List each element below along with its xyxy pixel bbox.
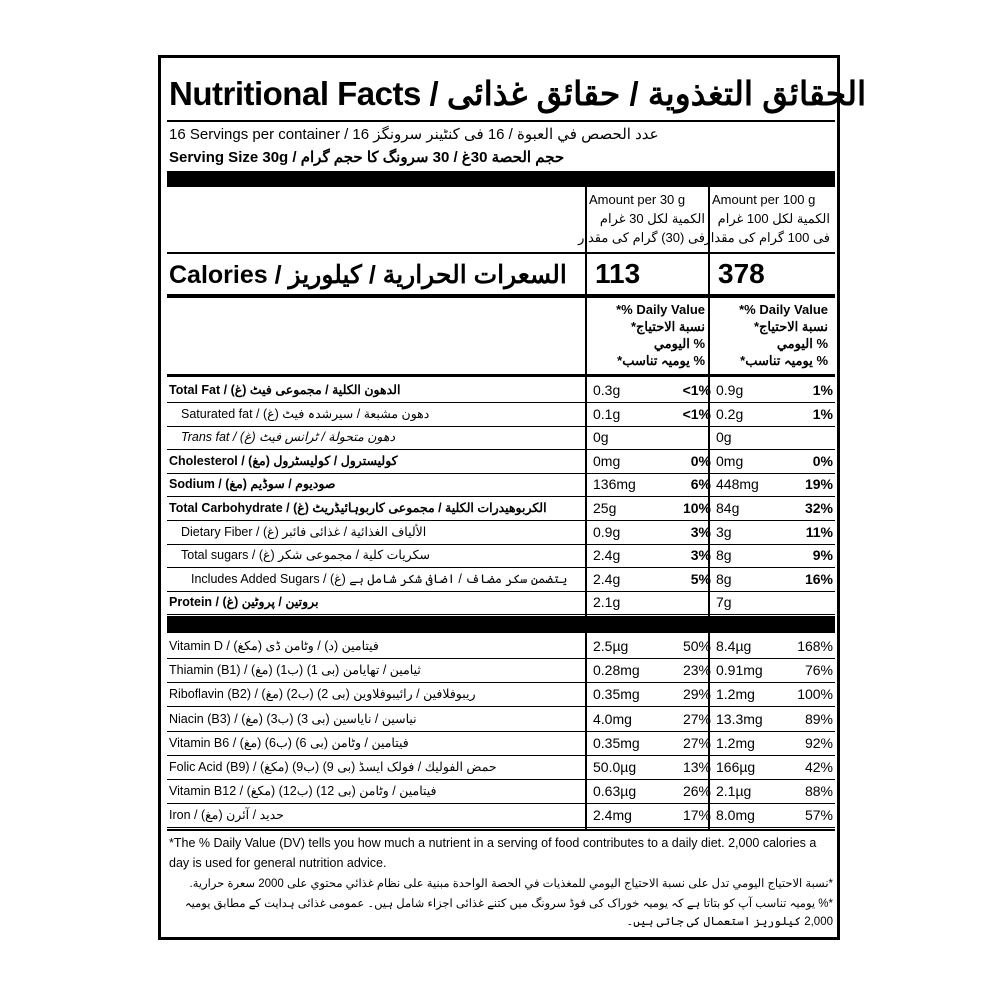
vitamin-row [167, 635, 835, 658]
nutrient-name: Protein / (غ) بروتين / پروٹین [169, 595, 319, 610]
divider [167, 120, 835, 122]
vitamin-row [167, 756, 835, 779]
daily-value-100g: 9% [812, 547, 833, 564]
daily-value-100g: 1% [812, 382, 833, 398]
amount-per-30g: 4.0mg [593, 710, 632, 727]
daily-value-100g: 42% [804, 759, 833, 775]
daily-value-30g: 29% [682, 686, 711, 703]
divider [167, 829, 835, 831]
amount-per-30g: 2.4g [593, 570, 621, 587]
label-title: Nutritional Facts / الحقائق التغذوية / حقائق غذائی [169, 75, 867, 112]
daily-value-100g: 1% [812, 405, 833, 422]
nutrient-row [167, 426, 835, 449]
amount-per-30g: 0.3g [593, 382, 621, 398]
daily-value-100g [773, 426, 833, 449]
medium-divider [167, 374, 835, 377]
amount-per-100g: 0g [716, 429, 732, 446]
servings-per-container: 16 Servings per container / 16 عدد الحصص في العبوة / 16 فی کنٹینر سرونگز [169, 126, 659, 143]
daily-value-100g: 0% [812, 452, 833, 469]
vitamin-row [167, 732, 835, 755]
vitamin-row [167, 804, 835, 827]
amount-per-100g: 3g [716, 523, 732, 540]
nutrient-row [167, 473, 835, 496]
amount-per-100g: 0.2g [716, 405, 744, 422]
footnote-arabic: *نسبة الاحتياج اليومي تدل على نسبة الاحتياج اليومي للمغذيات في الحصة الواحدة مبنية على نظام غذائي محتوي على 2000 سعرة حرارية. [189, 878, 833, 890]
nutrient-row [167, 591, 835, 614]
amount-per-30g: 2.4g [593, 547, 621, 564]
vitamin-row [167, 708, 835, 731]
nutrition-label [158, 55, 867, 940]
amount-per-100g: 7g [716, 594, 732, 611]
amount-per-100g: 448mg [716, 476, 759, 493]
nutrient-name: Niacin (B3) / (مغ) (ب3) نياسين / نایاسین (بی 3) [169, 711, 417, 726]
daily-value-30g: <1% [682, 382, 711, 398]
amount-per-30g: 136mg [593, 476, 636, 493]
calories-label: Calories / السعرات الحرارية / کیلوریز [169, 261, 567, 289]
nutrient-name: Includes Added Sugars / (غ) يتضمن سكر مضاف / اضافی شکر شامل ہے [191, 571, 568, 586]
daily-value-100g: 19% [804, 476, 833, 493]
nutrient-name: Thiamin (B1) / (مغ) (ب1) ثيامين / تھایامن (بی 1) [169, 663, 421, 678]
nutrient-name: Cholesterol / (مغ) كوليسترول / کولیسٹرول [169, 453, 398, 468]
daily-value-100g: 57% [804, 807, 833, 824]
amount-per-30g: 2.4mg [593, 807, 632, 824]
nutrient-name: Total Carbohydrate / (غ) الكربوهيدرات الكلية / مجموعی کاربوہائیڈریٹ [169, 501, 547, 515]
amount-header-30g: Amount per 30 g الكمية لكل 30 غرام فی (30) گرام کی مقدار [578, 192, 705, 245]
daily-value-100g: 32% [804, 500, 833, 516]
nutrient-name: Riboflavin (B2) / (مغ) (ب2) ريبوفلافين / رائیبوفلاوین (بی 2) [169, 687, 476, 702]
nutrient-row [167, 544, 835, 567]
amount-per-100g: 13.3mg [716, 710, 763, 727]
vitamin-row [167, 780, 835, 803]
amount-per-100g: 8g [716, 547, 732, 564]
nutrient-row [167, 403, 835, 426]
nutrient-name: Vitamin B12 / (مكغ) (ب12) فيتامين / وٹامن (بی 12) [169, 784, 437, 799]
amount-per-100g: 0.91mg [716, 662, 763, 679]
daily-value-30g: 26% [682, 783, 711, 800]
daily-value-100g: 76% [804, 662, 833, 679]
amount-per-30g: 0g [593, 429, 609, 446]
daily-value-30g: 3% [690, 547, 711, 564]
amount-per-100g: 8.4µg [716, 638, 752, 654]
medium-divider [167, 294, 835, 298]
amount-per-30g: 0mg [593, 452, 621, 469]
nutrient-name: Trans fat / (غ) دهون متحولة / ٹرانس فیٹ [181, 430, 396, 445]
amount-per-100g: 2.1µg [716, 783, 752, 800]
daily-value-30g: 27% [682, 710, 711, 727]
amount-per-30g: 0.28mg [593, 662, 640, 679]
daily-value-30g [653, 591, 711, 614]
amount-per-100g: 166µg [716, 759, 756, 775]
amount-per-100g: 8g [716, 570, 732, 587]
daily-value-100g: 168% [797, 638, 833, 654]
amount-header-100g: Amount per 100 g الكمية لكل 100 غرام فی 100 گرام کی مقدار [704, 192, 830, 245]
daily-value-header-100g: *% Daily Value *نسبة الاحتياج اليومي % *یومیہ تناسب % [739, 302, 828, 368]
daily-value-30g: 5% [690, 570, 711, 587]
amount-per-100g: 8.0mg [716, 807, 755, 824]
amount-per-30g: 0.35mg [593, 686, 640, 703]
nutrient-name: Total Fat / (غ) الدهون الكلية / مجموعی فیٹ [169, 383, 401, 397]
daily-value-30g: 17% [682, 807, 711, 824]
nutrient-name: Vitamin B6 / (مغ) (ب6) فيتامين / وٹامن (بی 6) [169, 735, 409, 750]
daily-value-30g: 0% [690, 452, 711, 469]
daily-value-30g: <1% [682, 405, 711, 422]
nutrient-row [167, 450, 835, 473]
vitamin-row [167, 683, 835, 706]
amount-per-30g: 2.5µg [593, 638, 629, 654]
daily-value-100g [773, 591, 833, 614]
nutrient-name: Saturated fat / (غ) دهون مشبعة / سیرشدہ فیٹ [181, 406, 430, 421]
amount-per-100g: 0.9g [716, 382, 744, 398]
amount-per-100g: 84g [716, 500, 740, 516]
daily-value-100g: 100% [797, 686, 833, 703]
amount-per-30g: 25g [593, 500, 617, 516]
amount-per-30g: 50.0µg [593, 759, 637, 775]
amount-per-30g: 0.35mg [593, 734, 640, 751]
vitamin-row [167, 659, 835, 682]
amount-per-100g: 1.2mg [716, 734, 755, 751]
daily-value-30g: 3% [690, 523, 711, 540]
thick-divider [167, 171, 835, 187]
nutrient-name: Folic Acid (B9) / (مكغ) (ب9) حمض الفوليك / فولک ایسڈ (بی 9) [169, 760, 497, 774]
nutrient-row [167, 568, 835, 591]
daily-value-header-30g: *% Daily Value *نسبة الاحتياج اليومي % *یومیہ تناسب % [616, 302, 705, 368]
nutrient-name: Total sugars / (غ) سكريات كلية / مجموعی شکر [181, 548, 430, 563]
daily-value-30g: 6% [690, 476, 711, 493]
nutrient-row [167, 521, 835, 544]
serving-size: Serving Size 30g / حجم الحصة 30غ / 30 سرونگ کا حجم گرام [169, 149, 565, 166]
amount-per-30g: 0.63µg [593, 783, 637, 800]
amount-per-30g: 0.9g [593, 523, 621, 540]
daily-value-100g: 89% [804, 710, 833, 727]
nutrient-row [167, 379, 835, 402]
daily-value-30g: 23% [682, 662, 711, 679]
daily-value-30g: 27% [682, 734, 711, 751]
amount-per-100g: 0mg [716, 452, 744, 469]
footnote-english: *The % Daily Value (DV) tells you how much a nutrient in a serving of food contributes to a daily diet. 2,000 calories a day is used for general nutrition advice. [169, 836, 817, 870]
amount-per-30g: 0.1g [593, 405, 621, 422]
nutrient-name: Sodium / (مغ) صوديوم / سوڈیم [169, 477, 336, 492]
nutrient-name: Iron / (مغ) حديد / آئرن [169, 808, 284, 823]
nutrient-name: Vitamin D / (مكغ) فيتامين (د) / وٹامن ڈی [169, 639, 379, 653]
daily-value-30g [653, 426, 711, 449]
nutrient-row [167, 497, 835, 520]
thick-divider [167, 616, 835, 633]
daily-value-30g: 13% [682, 759, 711, 775]
footnote-urdu: *% یومیہ تناسب آپ کو بتاتا ہے کہ یومیہ خوراک کی فوڈ سرونگ میں کتنے غذائی اجزاء شامل ہیں۔ عمومی غذائی ہدایت کے مطابق یومیہ 2,000 کیلوریز استعمال کی جاتی ہیں۔ [184, 898, 833, 928]
nutrient-name: Dietary Fiber / (غ) الألياف الغذائية / غذائی فائبر [181, 524, 427, 539]
daily-value-100g: 16% [804, 570, 833, 587]
daily-value-100g: 11% [805, 523, 833, 540]
calories-value-30g: 113 [595, 258, 641, 289]
calories-value-100g: 378 [718, 258, 765, 289]
amount-per-100g: 1.2mg [716, 686, 755, 703]
daily-value-100g: 92% [804, 734, 833, 751]
daily-value-100g: 88% [804, 783, 833, 800]
daily-value-30g: 10% [682, 500, 711, 516]
daily-value-30g: 50% [682, 638, 711, 654]
amount-per-30g: 2.1g [593, 594, 621, 611]
